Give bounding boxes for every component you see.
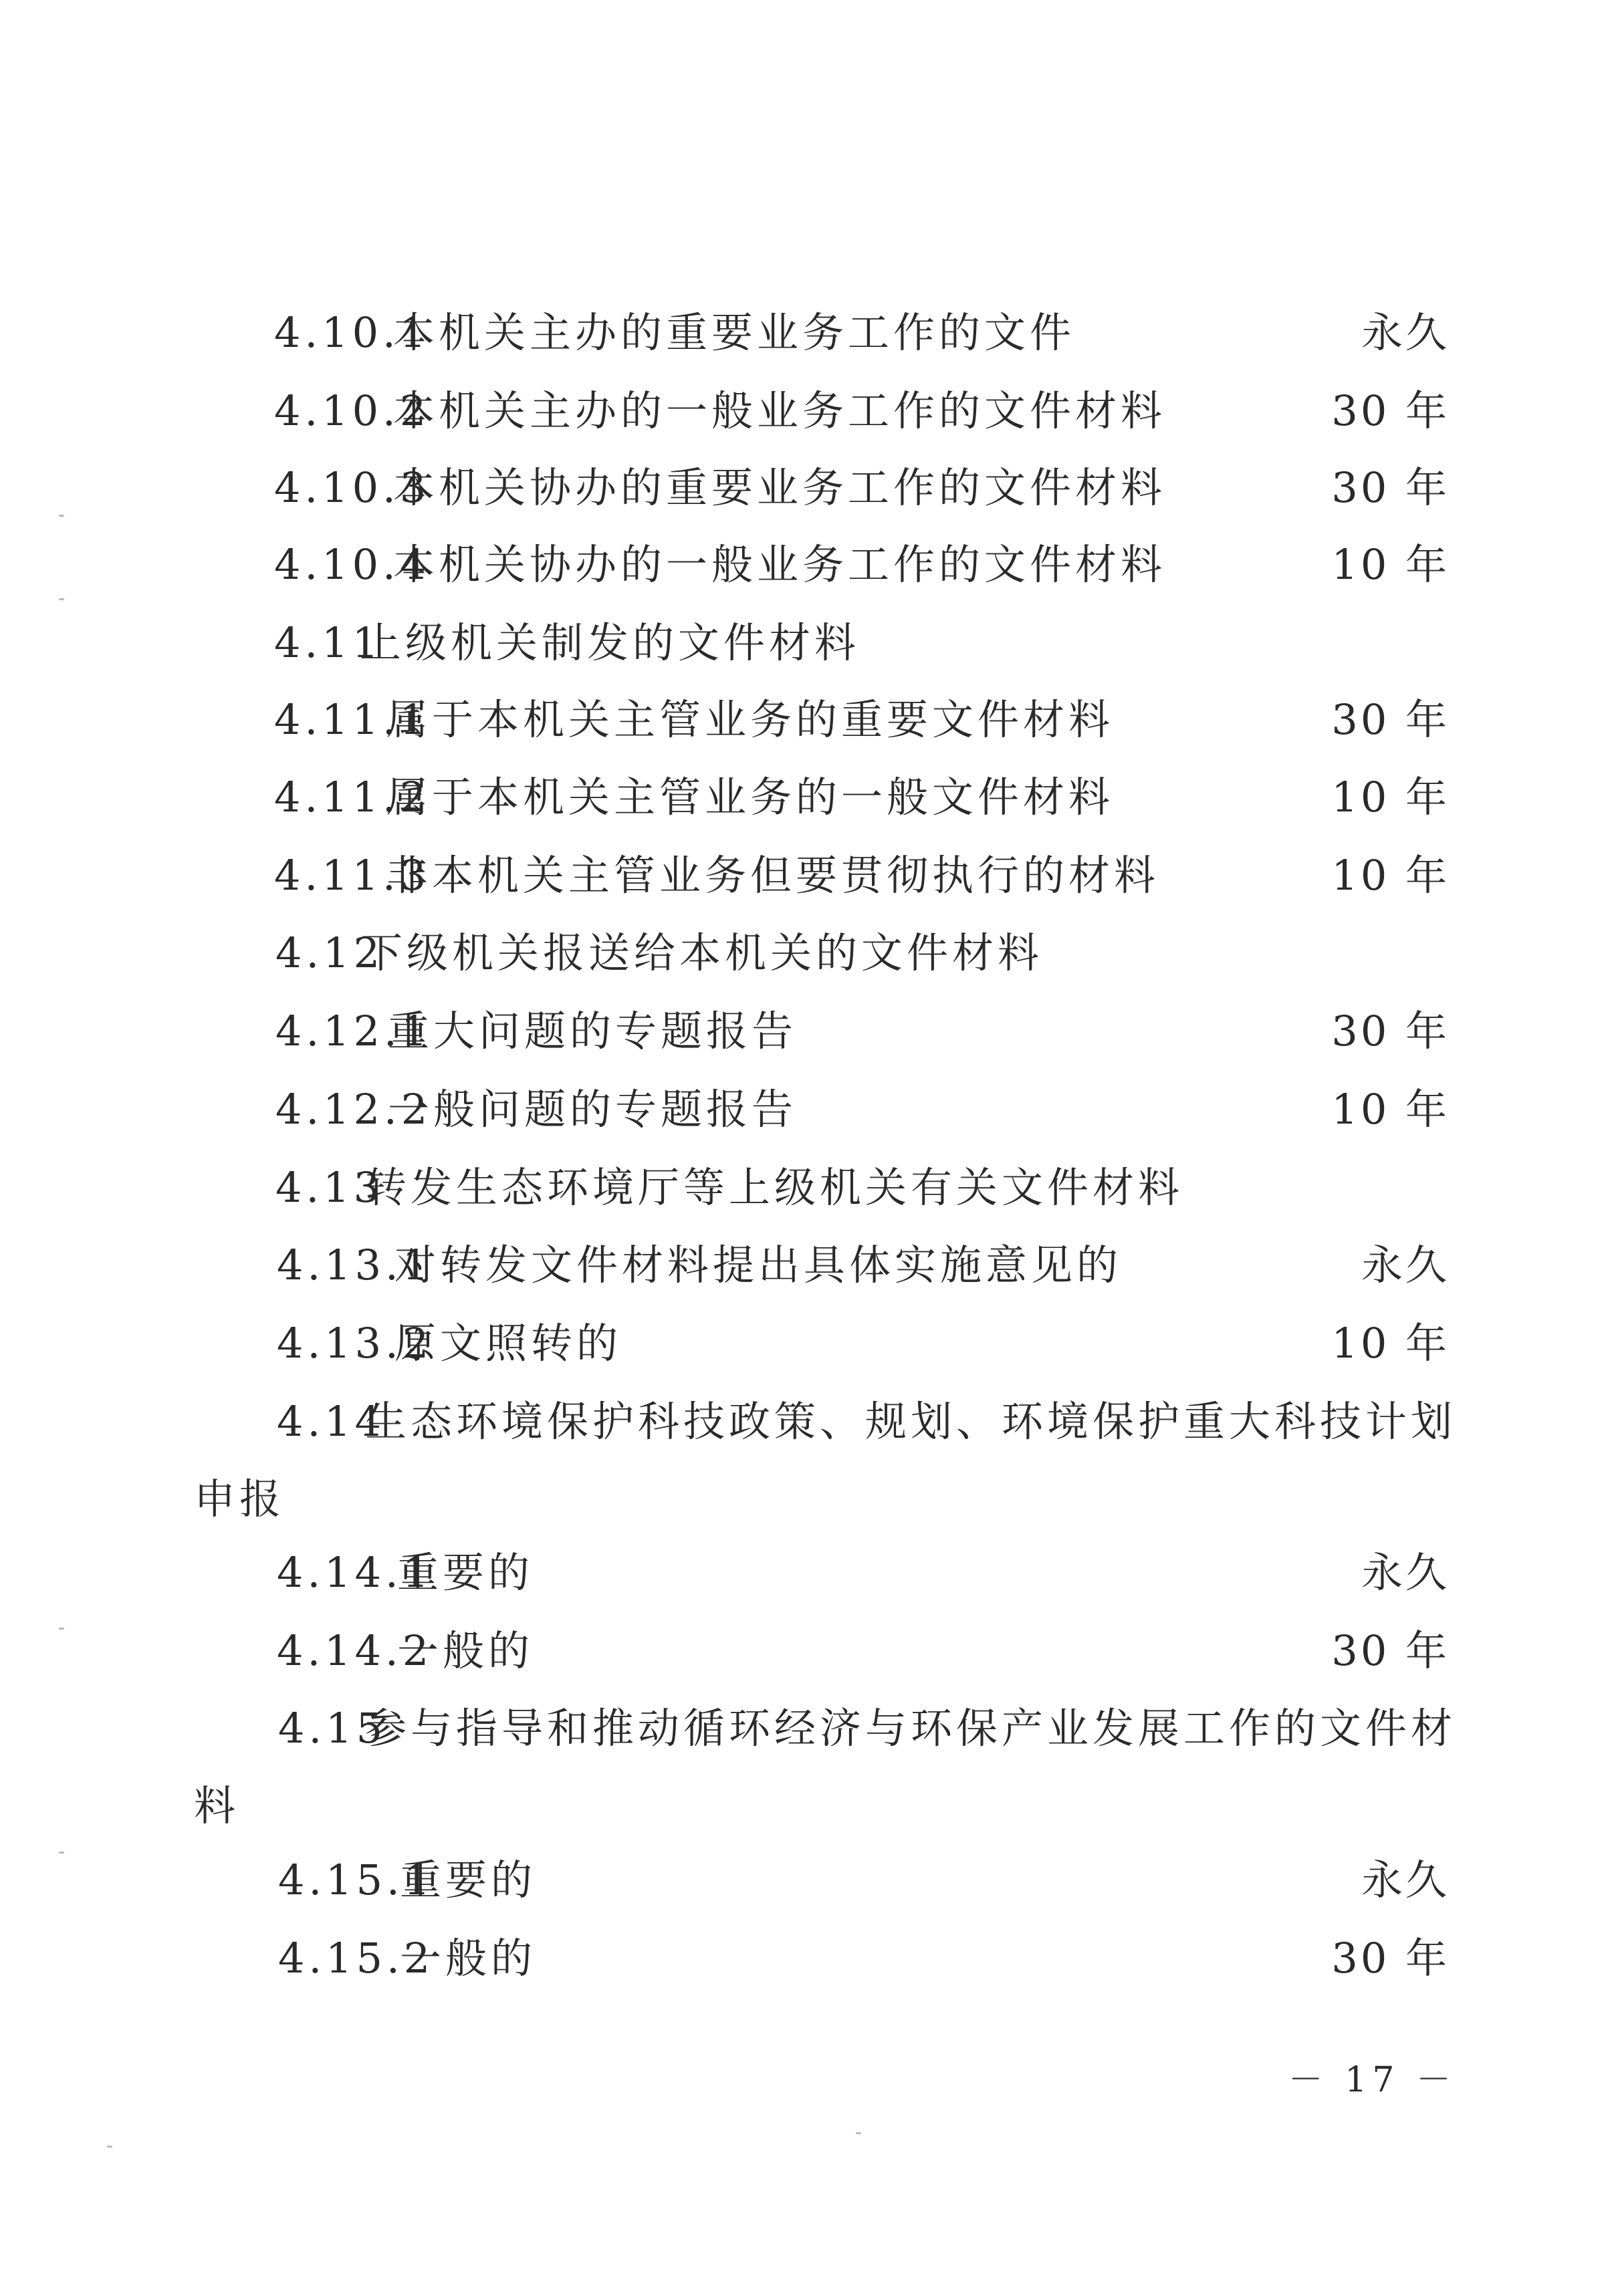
- entry-text: 重要的: [397, 1548, 534, 1597]
- entry-code: 4.14: [277, 1397, 386, 1446]
- entry-retention: 10 年: [1331, 540, 1450, 589]
- entry-code: 4.13: [275, 1163, 384, 1212]
- entry-code: 4.10.4: [274, 540, 431, 589]
- entry-text: 本机关协办的重要业务工作的文件材料: [393, 463, 1167, 512]
- entry-text: 属于本机关主管业务的一般文件材料: [386, 773, 1115, 821]
- entry-row: [0, 1154, 1610, 1221]
- entry-row: [0, 1925, 1610, 1992]
- entry-text: 一般的: [397, 1626, 534, 1675]
- entry-retention: 10 年: [1331, 773, 1450, 821]
- entry-code: 4.15.2: [278, 1934, 435, 1983]
- entry-row: [0, 764, 1610, 831]
- entry-row: [0, 1232, 1610, 1299]
- entry-retention: 永久: [1361, 1548, 1450, 1597]
- entry-row: [0, 610, 1610, 676]
- entry-code: 4.11.1: [274, 695, 431, 744]
- page-number: － 17 －: [1288, 2060, 1456, 2100]
- entry-text: 本机关主办的一般业务工作的文件材料: [393, 386, 1167, 435]
- entry-text: 一般问题的专题报告: [388, 1085, 798, 1134]
- entry-retention: 30 年: [1331, 463, 1450, 512]
- entry-text: 下级机关报送给本机关的文件材料: [361, 928, 1044, 977]
- entry-text: 非本机关主管业务但要贯彻执行的材料: [386, 851, 1160, 900]
- entry-code: 4.13.2: [277, 1319, 433, 1368]
- entry-code: 4.13.1: [277, 1241, 433, 1289]
- entry-row: [0, 378, 1610, 444]
- entry-row: [0, 1310, 1610, 1377]
- entry-row: [0, 1539, 1610, 1606]
- entry-text: 生态环境保护科技政策、规划、环境保护重大科技计划: [365, 1397, 1457, 1446]
- entry-code: 4.11: [274, 618, 383, 667]
- entry-text: 转发生态环境厅等上级机关有关文件材料: [365, 1163, 1184, 1212]
- scan-speck: [59, 1852, 64, 1854]
- entry-text: 重要的: [400, 1856, 537, 1904]
- entry-code: 4.14.2: [277, 1626, 433, 1675]
- entry-text: 重大问题的专题报告: [388, 1007, 798, 1055]
- entry-retention: 10 年: [1331, 851, 1450, 900]
- entry-code: 4.10.2: [274, 386, 431, 435]
- entry-text: 对转发文件材料提出具体实施意见的: [394, 1241, 1123, 1289]
- entry-code: 4.11.3: [274, 851, 431, 900]
- entry-retention: 30 年: [1331, 1934, 1450, 1983]
- entry-code: 4.15.1: [278, 1856, 435, 1904]
- entry-text-continuation: 申报: [194, 1475, 285, 1523]
- entry-row: [0, 1695, 1610, 1762]
- entry-row: [0, 842, 1610, 909]
- entry-retention: 永久: [1361, 1856, 1450, 1904]
- entry-retention: 10 年: [1331, 1319, 1450, 1368]
- entry-row: [0, 1847, 1610, 1914]
- entry-text: 上级机关制发的文件材料: [360, 618, 860, 667]
- entry-text: 属于本机关主管业务的重要文件材料: [386, 695, 1115, 744]
- entry-code: 4.12: [275, 928, 384, 977]
- scan-speck: [59, 598, 64, 600]
- entry-code: 4.12.2: [275, 1085, 432, 1134]
- entry-row: [0, 1388, 1610, 1455]
- entry-row: [0, 920, 1610, 987]
- entry-text: 本机关协办的一般业务工作的文件材料: [393, 540, 1167, 589]
- entry-retention: 30 年: [1331, 386, 1450, 435]
- scan-speck: [59, 515, 64, 517]
- scan-speck: [856, 2132, 861, 2134]
- entry-retention: 30 年: [1331, 1007, 1450, 1055]
- entry-retention: 永久: [1361, 1241, 1450, 1289]
- entry-text: 一般的: [400, 1934, 537, 1983]
- entry-row: [0, 455, 1610, 521]
- entry-code: 4.10.1: [274, 308, 431, 357]
- entry-text: 参与指导和推动循环经济与环保产业发展工作的文件材: [365, 1704, 1457, 1753]
- scan-speck: [107, 2146, 112, 2148]
- entry-code: 4.14.1: [277, 1548, 433, 1597]
- entry-code: 4.10.3: [274, 463, 431, 512]
- entry-row: [0, 1618, 1610, 1684]
- entry-text: 原文照转的: [394, 1319, 622, 1368]
- entry-row: [0, 299, 1610, 366]
- entry-row: [0, 531, 1610, 598]
- entry-retention: 10 年: [1331, 1085, 1450, 1134]
- entry-text-continuation: 料: [194, 1781, 240, 1830]
- entry-retention: 永久: [1361, 308, 1450, 357]
- entry-row: [0, 998, 1610, 1065]
- entry-retention: 30 年: [1331, 695, 1450, 744]
- entry-row: [0, 1076, 1610, 1143]
- entry-code: 4.11.2: [274, 773, 431, 821]
- entry-code: 4.15: [278, 1704, 387, 1753]
- scan-speck: [59, 1628, 64, 1630]
- entry-text: 本机关主办的重要业务工作的文件: [393, 308, 1076, 357]
- entry-code: 4.12.1: [275, 1007, 432, 1055]
- entry-retention: 30 年: [1331, 1626, 1450, 1675]
- entry-row: [0, 686, 1610, 753]
